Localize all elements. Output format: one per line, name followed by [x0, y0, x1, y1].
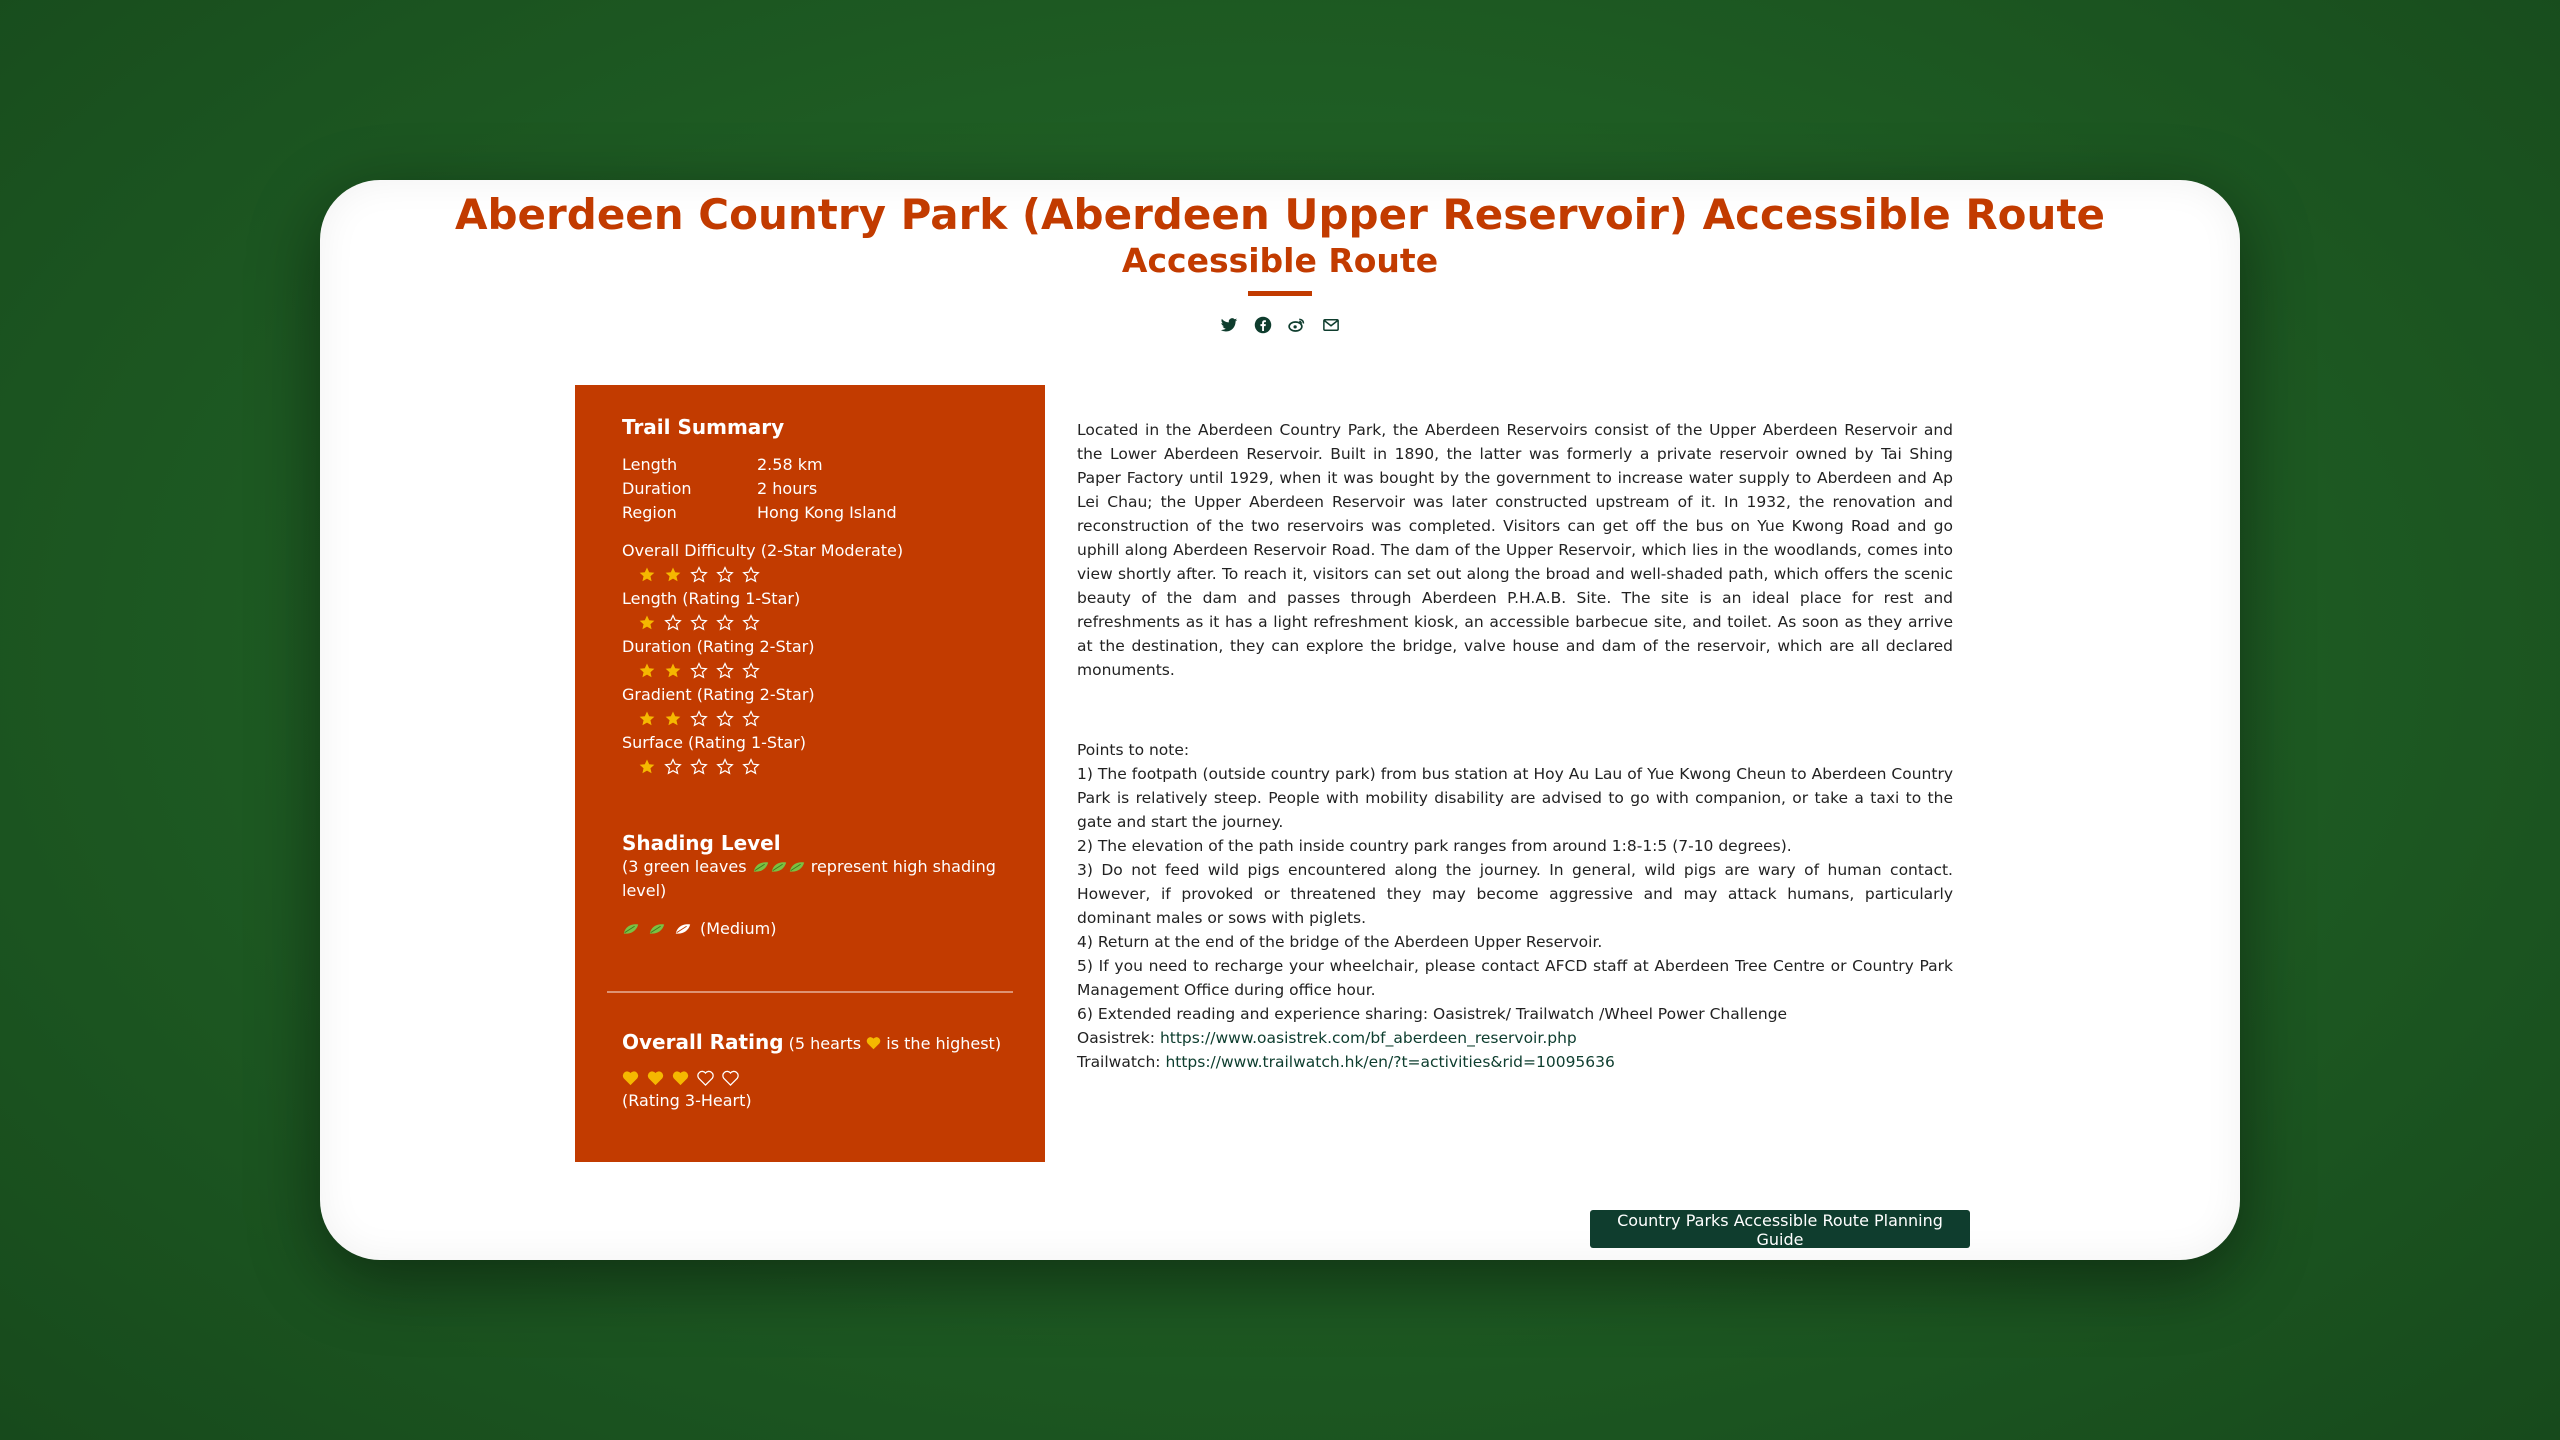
fact-value: 2 hours [757, 479, 818, 498]
twitter-icon[interactable] [1220, 316, 1238, 334]
notes-list [1077, 762, 1953, 1026]
overall-hearts [622, 1068, 1001, 1088]
star-empty-icon [690, 758, 708, 776]
description-text: Located in the Aberdeen Country Park, the Aberdeen Reservoirs consist of the Upper Aberdeen Reservoir and the Lower Aberdeen Reservoir. Built in 1890, the latter was formerly a private reservoir owned by Tai Shing Paper Factory until 1929, when it was bought by the government to increase water supply to Aberdeen and Ap Lei Chau; the Upper Aberdeen Reservoir was later constructed upstream of it. In 1932, the renovation and reconstruction of the two reservoirs was completed. Visitors can get off the bus on Yue Kwong Road and go uphill along Aberdeen Reservoir Road. The dam of the Upper Reservoir, which lies in the woodlands, comes into view shortly after. To reach it, visitors can set out along the broad and well-shaded path, which offers the scenic beauty of the dam and passes through Aberdeen P.H.A.B. Site. The site is an ideal place for rest and refreshments as it has a light refreshment kiosk, an accessible barbecue site, and toilet. As soon as they arrive at the destination, they can explore the bridge, valve house and dam of the reservoir, which are all declared monuments. [1077, 421, 1953, 679]
heart-icon [866, 1036, 881, 1050]
fact-value: Hong Kong Island [757, 503, 897, 522]
shading-leaves [622, 922, 692, 936]
link-label: Oasistrek: [1077, 1029, 1155, 1047]
star-empty-icon [742, 710, 760, 728]
rating-label: Duration (Rating 2-Star) [622, 637, 815, 656]
star-empty-icon [664, 758, 682, 776]
shading-desc-suffix: represent high shading level) [622, 857, 996, 900]
trail-summary-title: Trail Summary [622, 415, 785, 439]
fact-label: Region [622, 503, 677, 522]
shading-level-title: Shading Level [622, 831, 781, 855]
heart-filled-icon [672, 1070, 689, 1086]
star-filled-icon [638, 710, 656, 728]
star-empty-icon [742, 566, 760, 584]
page-subtitle: Accessible Route [1121, 241, 1439, 280]
star-empty-icon [690, 710, 708, 728]
divider [607, 991, 1013, 993]
rating-stars [622, 659, 1045, 683]
note-item: 6) Extended reading and experience sharing: Oasistrek/ Trailwatch /Wheel Power Challenge [1077, 1005, 1788, 1023]
trail-summary-panel [575, 385, 1045, 1162]
star-filled-icon [638, 758, 656, 776]
rating-label: Gradient (Rating 2-Star) [622, 685, 815, 704]
trail-fact-row [622, 501, 1045, 525]
rating-stars [622, 611, 1045, 635]
shading-level [622, 917, 1045, 941]
star-filled-icon [638, 614, 656, 632]
star-filled-icon [664, 566, 682, 584]
facebook-icon[interactable] [1254, 316, 1272, 334]
shading-desc-prefix: (3 green leaves [622, 857, 747, 876]
trailwatch-link[interactable]: https://www.trailwatch.hk/en/?t=activities&rid=10095636 [1165, 1053, 1615, 1071]
star-filled-icon [664, 710, 682, 728]
leaf-empty-icon [674, 922, 692, 936]
note-item: 5) If you need to recharge your wheelchair, please contact AFCD staff at Aberdeen Tree Centre or Country Park Management Office during office hour. [1077, 957, 1953, 999]
shading-description [622, 855, 1002, 903]
trail-facts [622, 453, 1045, 525]
difficulty-ratings [622, 539, 1045, 779]
content-card [320, 180, 2240, 1260]
planning-guide-button[interactable]: Country Parks Accessible Route Planning Guide [1590, 1210, 1970, 1248]
star-empty-icon [716, 758, 734, 776]
rating-stars [622, 707, 1045, 731]
points-to-note [1077, 738, 1953, 1074]
overall-rating-note [789, 1034, 1001, 1053]
overall-note-prefix: (5 hearts [788, 1034, 862, 1053]
trail-fact-row [622, 477, 1045, 501]
star-empty-icon [664, 614, 682, 632]
star-empty-icon [716, 710, 734, 728]
rating-stars [622, 755, 1045, 779]
link-trailwatch [1077, 1050, 1953, 1074]
weibo-icon[interactable] [1288, 316, 1306, 334]
star-empty-icon [690, 662, 708, 680]
rating-label: Surface (Rating 1-Star) [622, 733, 806, 752]
note-item: 2) The elevation of the path inside country park ranges from around 1:8-1:5 (7-10 degrees). [1077, 837, 1792, 855]
link-label: Trailwatch: [1077, 1053, 1161, 1071]
fact-label: Length [622, 455, 678, 474]
star-empty-icon [690, 566, 708, 584]
leaf-icon [770, 860, 788, 874]
email-icon[interactable] [1322, 316, 1340, 334]
star-empty-icon [690, 614, 708, 632]
heart-filled-icon [647, 1070, 664, 1086]
oasistrek-link[interactable]: https://www.oasistrek.com/bf_aberdeen_reservoir.php [1159, 1029, 1577, 1047]
shading-level-text: (Medium) [700, 919, 777, 938]
overall-rating-text: (Rating 3-Heart) [622, 1091, 752, 1110]
share-bar [1220, 314, 1340, 336]
note-item: 3) Do not feed wild pigs encountered along the journey. In general, wild pigs are wary of human contact. However, if provoked or threatened they may become aggressive and may attack humans, particularly dominant males or sows with piglets. [1077, 861, 1953, 927]
star-empty-icon [716, 662, 734, 680]
leaf-icon [788, 860, 806, 874]
heart-empty-icon [697, 1070, 714, 1086]
fact-value: 2.58 km [757, 455, 823, 474]
heart-empty-icon [722, 1070, 739, 1086]
trail-fact-row [622, 453, 1045, 477]
title-underline [1248, 291, 1312, 296]
rating-label: Length (Rating 1-Star) [622, 589, 801, 608]
star-filled-icon [664, 662, 682, 680]
leaf-icon [752, 860, 770, 874]
note-item: 4) Return at the end of the bridge of the Aberdeen Upper Reservoir. [1077, 933, 1603, 951]
rating-label: Overall Difficulty (2-Star Moderate) [622, 541, 904, 560]
overall-rating-title: Overall Rating [622, 1030, 784, 1054]
rating-stars [622, 563, 1045, 587]
overall-note-suffix: is the highest) [886, 1034, 1002, 1053]
note-item: 1) The footpath (outside country park) from bus station at Hoy Au Lau of Yue Kwong Cheun to Aberdeen Country Park is relatively steep. People with mobility disability are advised to go with companion, or take a taxi to the gate and start the journey. [1077, 765, 1953, 831]
notes-title: Points to note: [1077, 741, 1190, 759]
star-filled-icon [638, 566, 656, 584]
heart-filled-icon [622, 1070, 639, 1086]
page-title: Aberdeen Country Park (Aberdeen Upper Reservoir) Accessible Route [454, 190, 2106, 239]
star-filled-icon [638, 662, 656, 680]
star-empty-icon [742, 662, 760, 680]
star-empty-icon [716, 614, 734, 632]
overall-rating [622, 1030, 1001, 1114]
leaf-filled-icon [648, 922, 666, 936]
link-oasistrek [1077, 1026, 1953, 1050]
fact-label: Duration [622, 479, 692, 498]
star-empty-icon [742, 614, 760, 632]
leaf-filled-icon [622, 922, 640, 936]
star-empty-icon [742, 758, 760, 776]
route-description [1077, 418, 1953, 1074]
star-empty-icon [716, 566, 734, 584]
